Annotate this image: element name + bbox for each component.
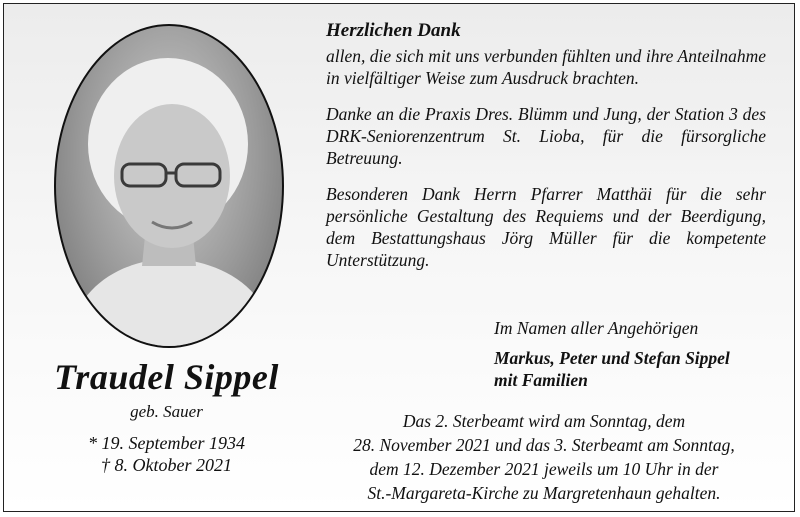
- service-line: 28. November 2021 und das 3. Sterbeamt am Sonntag,: [353, 435, 735, 455]
- thanks-paragraph: Danke an die Praxis Dres. Blümm und Jung, der Station 3 des DRK-Seniorenzentrum St. Lioba, für die fürsorgliche Betreuung.: [326, 104, 766, 168]
- thanks-paragraph: Besonderen Dank Herrn Pfarrer Matthäi für die sehr persönliche Gestaltung des Requiems und der Beerdigung, dem Bestattungshaus Jörg Müller für die kompetente Unterstützung.: [326, 184, 766, 270]
- service-announcement: [309, 409, 779, 505]
- service-line: St.-Margareta-Kirche zu Margretenhaun gehalten.: [367, 483, 721, 503]
- death-date: † 8. Oktober 2021: [101, 455, 232, 475]
- portrait-silhouette: [56, 26, 282, 346]
- thanks-heading: Herzlichen Dank: [326, 20, 461, 41]
- birth-date: * 19. September 1934: [88, 433, 245, 453]
- signature-block: [494, 317, 784, 391]
- life-dates: [24, 432, 309, 476]
- signature-intro: Im Namen aller Angehörigen: [494, 318, 699, 338]
- service-line: dem 12. Dezember 2021 jeweils um 10 Uhr in der: [369, 459, 719, 479]
- obituary-card: [3, 3, 795, 512]
- portrait-photo: [54, 24, 284, 348]
- thanks-paragraph: allen, die sich mit uns verbunden fühlten und ihre Anteilnahme in vielfältiger Weise zum Ausdruck brachten.: [326, 46, 766, 88]
- family-suffix: mit Familien: [494, 370, 588, 390]
- maiden-name: geb. Sauer: [130, 402, 203, 421]
- service-line: Das 2. Sterbeamt wird am Sonntag, dem: [402, 411, 686, 431]
- thanks-section: [326, 20, 766, 285]
- deceased-name: Traudel Sippel: [54, 357, 279, 397]
- family-names: Markus, Peter und Stefan Sippel: [494, 348, 730, 368]
